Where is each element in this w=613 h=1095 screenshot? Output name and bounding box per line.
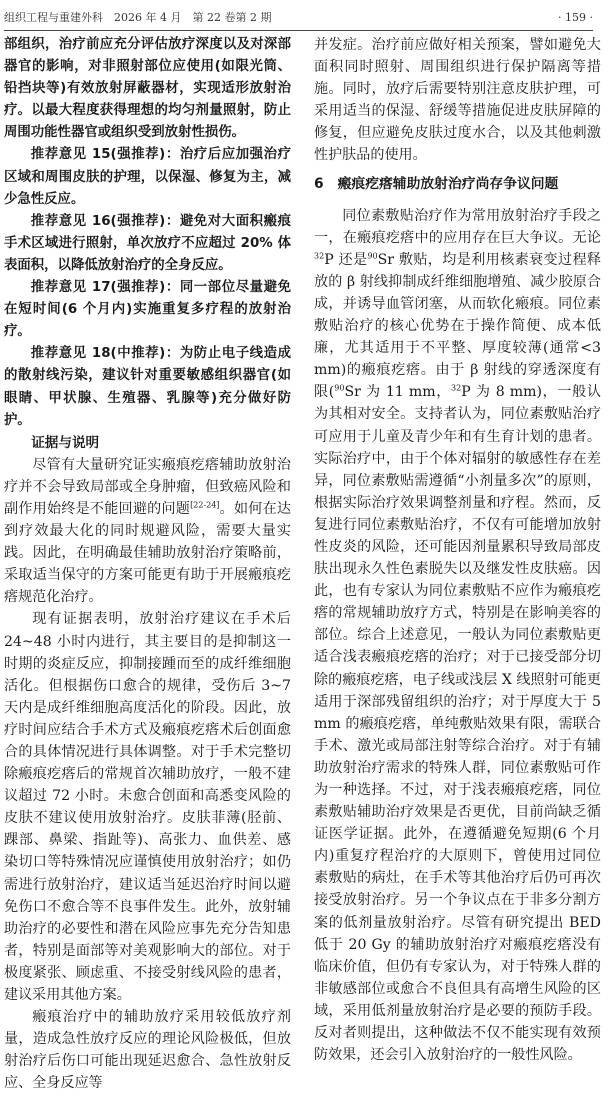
evidence-paragraph-2: 现有证据表明，放射治疗建议在手术后 24~48 小时内进行，其主要目的是抑制这一时期的炎症反应，抑制接踵而至的成纤维细胞活化。但根据伤口愈合的规律，受伤后 3~7 天内是成纤维细胞高度活化的阶段。因此，放疗时间应结合手术方式及瘢痕疙瘩术后创面愈合的具体情况进行具体调整。对于手术完整切除瘢痕疙瘩后的常规首次辅助放疗，一般不建议超过 72 小时。未愈合创面和高悉变风险的皮肤不建议使用放射治疗。皮肤菲薄(胫前、踝部、鼻梁、指趾等)、高张力、血供差、感染切口等特殊情况应谨慎使用放射治疗；如仍需进行放射治疗，建议适当延迟治疗时间以避免伤口不愈合等不良事件发生。此外，放射辅助治疗的必要性和潜在风险应事先充分告知患者，特别是面部等对美观影响大的部位。对于极度紧张、顾虑重、不接受射线风险的患者，建议采用其他方案。 xyxy=(4,611,291,1004)
evidence-p1-text-b: 。如何在达到疗效最大化的同时规避风险，需要大量实践。因此，在明确最佳辅助放射治疗策略前，采取适当保守的方案可能更有助于开展瘢痕疙瘩规范化治疗。 xyxy=(4,500,292,606)
journal-name: 组织工程与重建外科 xyxy=(4,11,103,24)
section-heading xyxy=(314,173,601,195)
controversy-text-e: P 为 8 mm)，一般认为其相对安全。支持者认为，同位素敷贴治疗可应用于儿童及青少年和有生育计划的患者。实际治疗中，由于个体对辐射的敏感性存在差异，同位素敷贴需遵循“小剂量多次”的原则，根据实际治疗效果调整剂量和疗程。然而，反复进行同位素敷贴治疗，不仅有可能增加放射性皮炎的风险，还可能因剂量累积导致局部皮肤出现永久性色素脱失以及继发性皮肤癌。因此，也有专家认为同位素敷贴不应作为瘢痕疙瘩的常规辅助放疗方式，特别是在影响美容的部位。综合上述意见，一般认为同位素敷贴更适合浅表瘢痕疙瘩的治疗；对于已接受部分切除的瘢痕疙瘩，电子线或浅层 X 线照射可能更适用于深部残留组织的治疗；对于厚度大于 5 mm 的瘢痕疙瘩，单纯敷贴效果有限，需联合手术、激光或局部注射等综合治疗。对于有辅助放射治疗需求的特殊人群，同位素敷贴可作为一种选择。不过，对于浅表瘢痕疙瘩，同位素敷贴辅助治疗效果是否更优，目前尚缺乏循证医学证据。此外，在遵循避免短期(6 个月内)重复疗程治疗的大原则下，曾使用过同位素敷贴的病灶，在手术等其他治疗后仍可再次接受放射治疗。另一个争议点在于非多分割方案的低剂量放射治疗。尽管有研究提出 BED 低于 20 Gy 的辅助放射治疗对瘢痕疙瘩没有临床价值，但仍有专家认为，对于特殊人群的非敏感部位或愈合不良但具有高增生风险的区域，采用低剂量放射治疗是必要的预防手段。反对者则提出，这种做法不仅不能实现有效预防效果，还会引入放射治疗的一般性风险。 xyxy=(314,384,602,1064)
isotope-mass-90-b: 90 xyxy=(334,383,345,393)
journal-issue-info xyxy=(4,8,271,28)
header-rule xyxy=(4,30,593,31)
running-header xyxy=(4,8,593,28)
page-number: · 159 · xyxy=(558,11,593,24)
evidence-paragraph-1 xyxy=(4,454,291,609)
isotope-mass-32: 32 xyxy=(314,251,325,261)
controversy-text-d: Sr 为 11 mm， xyxy=(344,384,452,401)
section-title: 瘢痕疙瘩辅助放射治疗尚存争议问题 xyxy=(337,175,559,192)
controversy-text-a: 同位素敷贴治疗作为常用放射治疗手段之一，在瘢痕疙瘩中的应用存在巨大争议。无论 xyxy=(314,207,601,246)
left-column xyxy=(4,34,291,1095)
recommendation-17: 推荐意见 17(强推荐)：同一部位尽量避免在短时间(6 个月内)实施重复多疗程的放射治疗。 xyxy=(4,280,291,340)
recommendation-18: 推荐意见 18(中推荐)：为防止电子线造成的散射线污染，建议针对重要敏感组织器官(如眼睛、甲状腺、生殖器、乳腺等)充分做好防护。 xyxy=(4,346,291,428)
intro-paragraph: 部组织，治疗前应充分评估放疗深度以及对深部器官的影响，对非照射部位应使用(如限光筒、铅挡块等)有效放射屏蔽器材，实现适形放射治疗。以最大程度获得理想的均匀剂量照射，防止周围功能性器官或组织受到放射性损伤。 xyxy=(4,37,291,141)
isotope-mass-90: 90 xyxy=(367,251,378,261)
recommendation-15: 推荐意见 15(强推荐)：治疗后应加强治疗区域和周围皮肤的护理，以保湿、修复为主，减少急性反应。 xyxy=(4,147,291,207)
evidence-heading: 证据与说明 xyxy=(31,434,100,451)
controversy-text-c: Sr 敷贴，均是利用核素衰变过程释放的 β 射线抑制成纤维细胞增殖、减少胶原合成，并诱导血管闭塞，从而软化瘢痕。同位素敷贴治疗的核心优势在于操作简便、成本低廉，尤其适用于不平整、厚度较薄(通常<3 mm)的瘢痕疙瘩。由于 β 射线的穿透深度有限( xyxy=(314,251,601,401)
controversy-paragraph xyxy=(314,205,601,1067)
right-column xyxy=(314,34,601,1066)
evidence-p1-text-a: 尽管有大量研究证实瘢痕疙瘩辅助放射治疗并不会导致局部或全身肿瘤，但致癌风险和副作用始终是不能回避的问题 xyxy=(4,456,291,517)
issue-info: 2026 年 4 月 第 22 卷第 2 期 xyxy=(114,11,272,24)
evidence-paragraph-3: 瘢痕治疗中的辅助放疗采用较低放疗剂量，造成急性放疗反应的理论风险极低，但放射治疗后伤口可能出现延迟愈合、急性放射反应、全身反应等 xyxy=(4,1009,291,1092)
controversy-text-b: P 还是 xyxy=(324,251,368,268)
section-number: 6 xyxy=(314,175,324,192)
recommendation-16: 推荐意见 16(强推荐)：避免对大面积瘢痕手术区域进行照射，单次放疗不应超过 20% 体表面积，以降低放射治疗的全身反应。 xyxy=(4,213,291,273)
isotope-mass-32-b: 32 xyxy=(451,383,462,393)
citation-ref: [22-24] xyxy=(190,500,220,510)
continued-paragraph: 并发症。治疗前应做好相关预案，譬如避免大面积同时照射、周围组织进行保护隔离等措施。同时，放疗后需要特别注意皮肤护理，可采用适当的保湿、舒缓等措施促进皮肤屏障的修复，但应避免皮肤过度水合，以及其他刺激性护肤品的使用。 xyxy=(314,37,601,164)
